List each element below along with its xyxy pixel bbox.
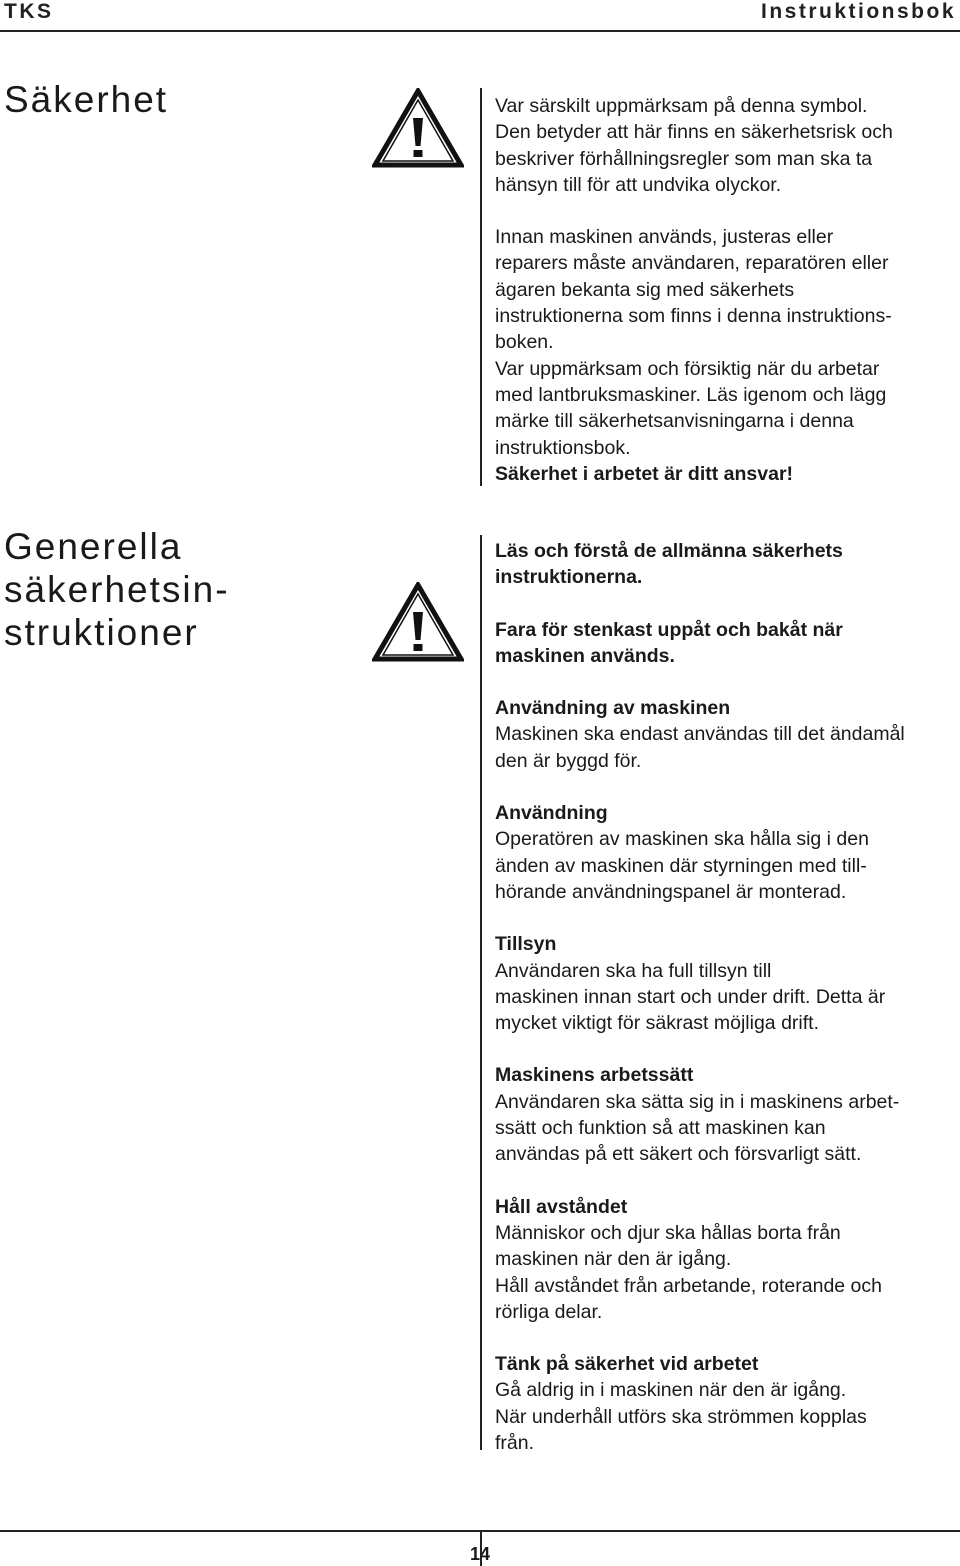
text-line: Läs och förstå de allmänna säkerhets	[495, 540, 843, 562]
text-line: instruktionerna som finns i denna instruktions-	[495, 305, 892, 328]
text-line: användas på ett säkert och försvarligt sätt.	[495, 1143, 862, 1166]
item-title: Användning	[495, 802, 608, 825]
item-title: Användning av maskinen	[495, 697, 731, 720]
heading-line: Generella	[4, 526, 183, 567]
document-title: Instruktionsbok	[760, 0, 956, 23]
heading-line: struktioner	[4, 612, 199, 653]
warning-triangle-icon	[372, 582, 464, 662]
text-line: Användaren ska ha full tillsyn till	[495, 959, 772, 982]
warning-stone-throw	[495, 617, 955, 670]
text-line: ssätt och funktion så att maskinen kan	[495, 1117, 826, 1140]
text-line: Var uppmärksam och försiktig när du arbetar	[495, 357, 880, 380]
text-line: Gå aldrig in i maskinen när den är igång.	[495, 1379, 847, 1402]
text-line: instruktionsbok.	[495, 436, 631, 459]
item-maskinens-arbetssatt	[495, 1062, 955, 1167]
text-line: Operatören av maskinen ska hålla sig i den	[495, 828, 869, 851]
text-line: maskinen innan start och under drift. Detta är	[495, 985, 886, 1008]
symbol-explanation	[495, 93, 955, 198]
text-line: Människor och djur ska hållas borta från	[495, 1221, 841, 1244]
text-line: reparers måste användaren, reparatören eller	[495, 252, 889, 275]
item-tillsyn	[495, 931, 955, 1036]
item-hall-avstandet	[495, 1194, 955, 1325]
item-anvandning-av-maskinen	[495, 695, 955, 774]
header-divider	[0, 30, 960, 32]
text-line: ägaren bekanta sig med säkerhets	[495, 278, 795, 301]
text-line: instruktionerna.	[495, 566, 643, 589]
text-line: Den betyder att här finns en säkerhetsrisk och	[495, 121, 893, 144]
warning-read-instructions	[495, 538, 955, 591]
item-title: Tillsyn	[495, 933, 557, 956]
text-line: Innan maskinen används, justeras eller	[495, 226, 834, 249]
safety-introduction	[495, 224, 955, 487]
section1-text	[495, 93, 955, 487]
column-divider-top	[480, 88, 482, 486]
text-line: hörande användningspanel är monterad.	[495, 880, 847, 903]
item-tank-pa-sakerhet	[495, 1351, 955, 1456]
text-line: När underhåll utförs ska strömmen kopplas	[495, 1405, 867, 1428]
item-title: Håll avståndet	[495, 1195, 628, 1218]
section-heading-generella	[4, 525, 230, 654]
warning-triangle-icon	[372, 88, 464, 168]
page-number: 14	[469, 1544, 491, 1564]
document-brand: TKS	[4, 0, 54, 23]
text-line: maskinen när den är igång.	[495, 1248, 732, 1271]
text-line: Var särskilt uppmärksam på denna symbol.	[495, 95, 868, 117]
text-line: märke till säkerhetsanvisningarna i denna	[495, 410, 854, 433]
item-title: Tänk på säkerhet vid arbetet	[495, 1353, 759, 1376]
text-line: från.	[495, 1432, 535, 1455]
section-heading-sakerhet: Säkerhet	[4, 79, 169, 120]
column-divider-bottom	[480, 535, 482, 1450]
text-line: rörliga delar.	[495, 1300, 603, 1323]
text-line: med lantbruksmaskiner. Läs igenom och lägg	[495, 383, 887, 406]
section2-text	[495, 538, 955, 1482]
text-line: hänsyn till för att undvika olyckor.	[495, 173, 782, 196]
responsibility-statement: Säkerhet i arbetet är ditt ansvar!	[495, 462, 794, 485]
item-anvandning	[495, 800, 955, 905]
text-line: Fara för stenkast uppåt och bakåt när	[495, 618, 843, 641]
text-line: den är byggd för.	[495, 749, 642, 772]
text-line: Användaren ska sätta sig in i maskinens arbet-	[495, 1090, 900, 1113]
text-line: änden av maskinen där styrningen med till-	[495, 854, 867, 877]
item-title: Maskinens arbetssätt	[495, 1064, 694, 1087]
text-line: boken.	[495, 331, 554, 354]
text-line: mycket viktigt för säkrast möjliga drift.	[495, 1012, 819, 1035]
text-line: beskriver förhållningsregler som man ska ta	[495, 147, 873, 170]
text-line: Håll avståndet från arbetande, roterande och	[495, 1274, 883, 1297]
text-line: maskinen används.	[495, 644, 675, 667]
heading-line: säkerhetsin-	[4, 569, 230, 610]
text-line: Maskinen ska endast användas till det ändamål	[495, 723, 905, 746]
